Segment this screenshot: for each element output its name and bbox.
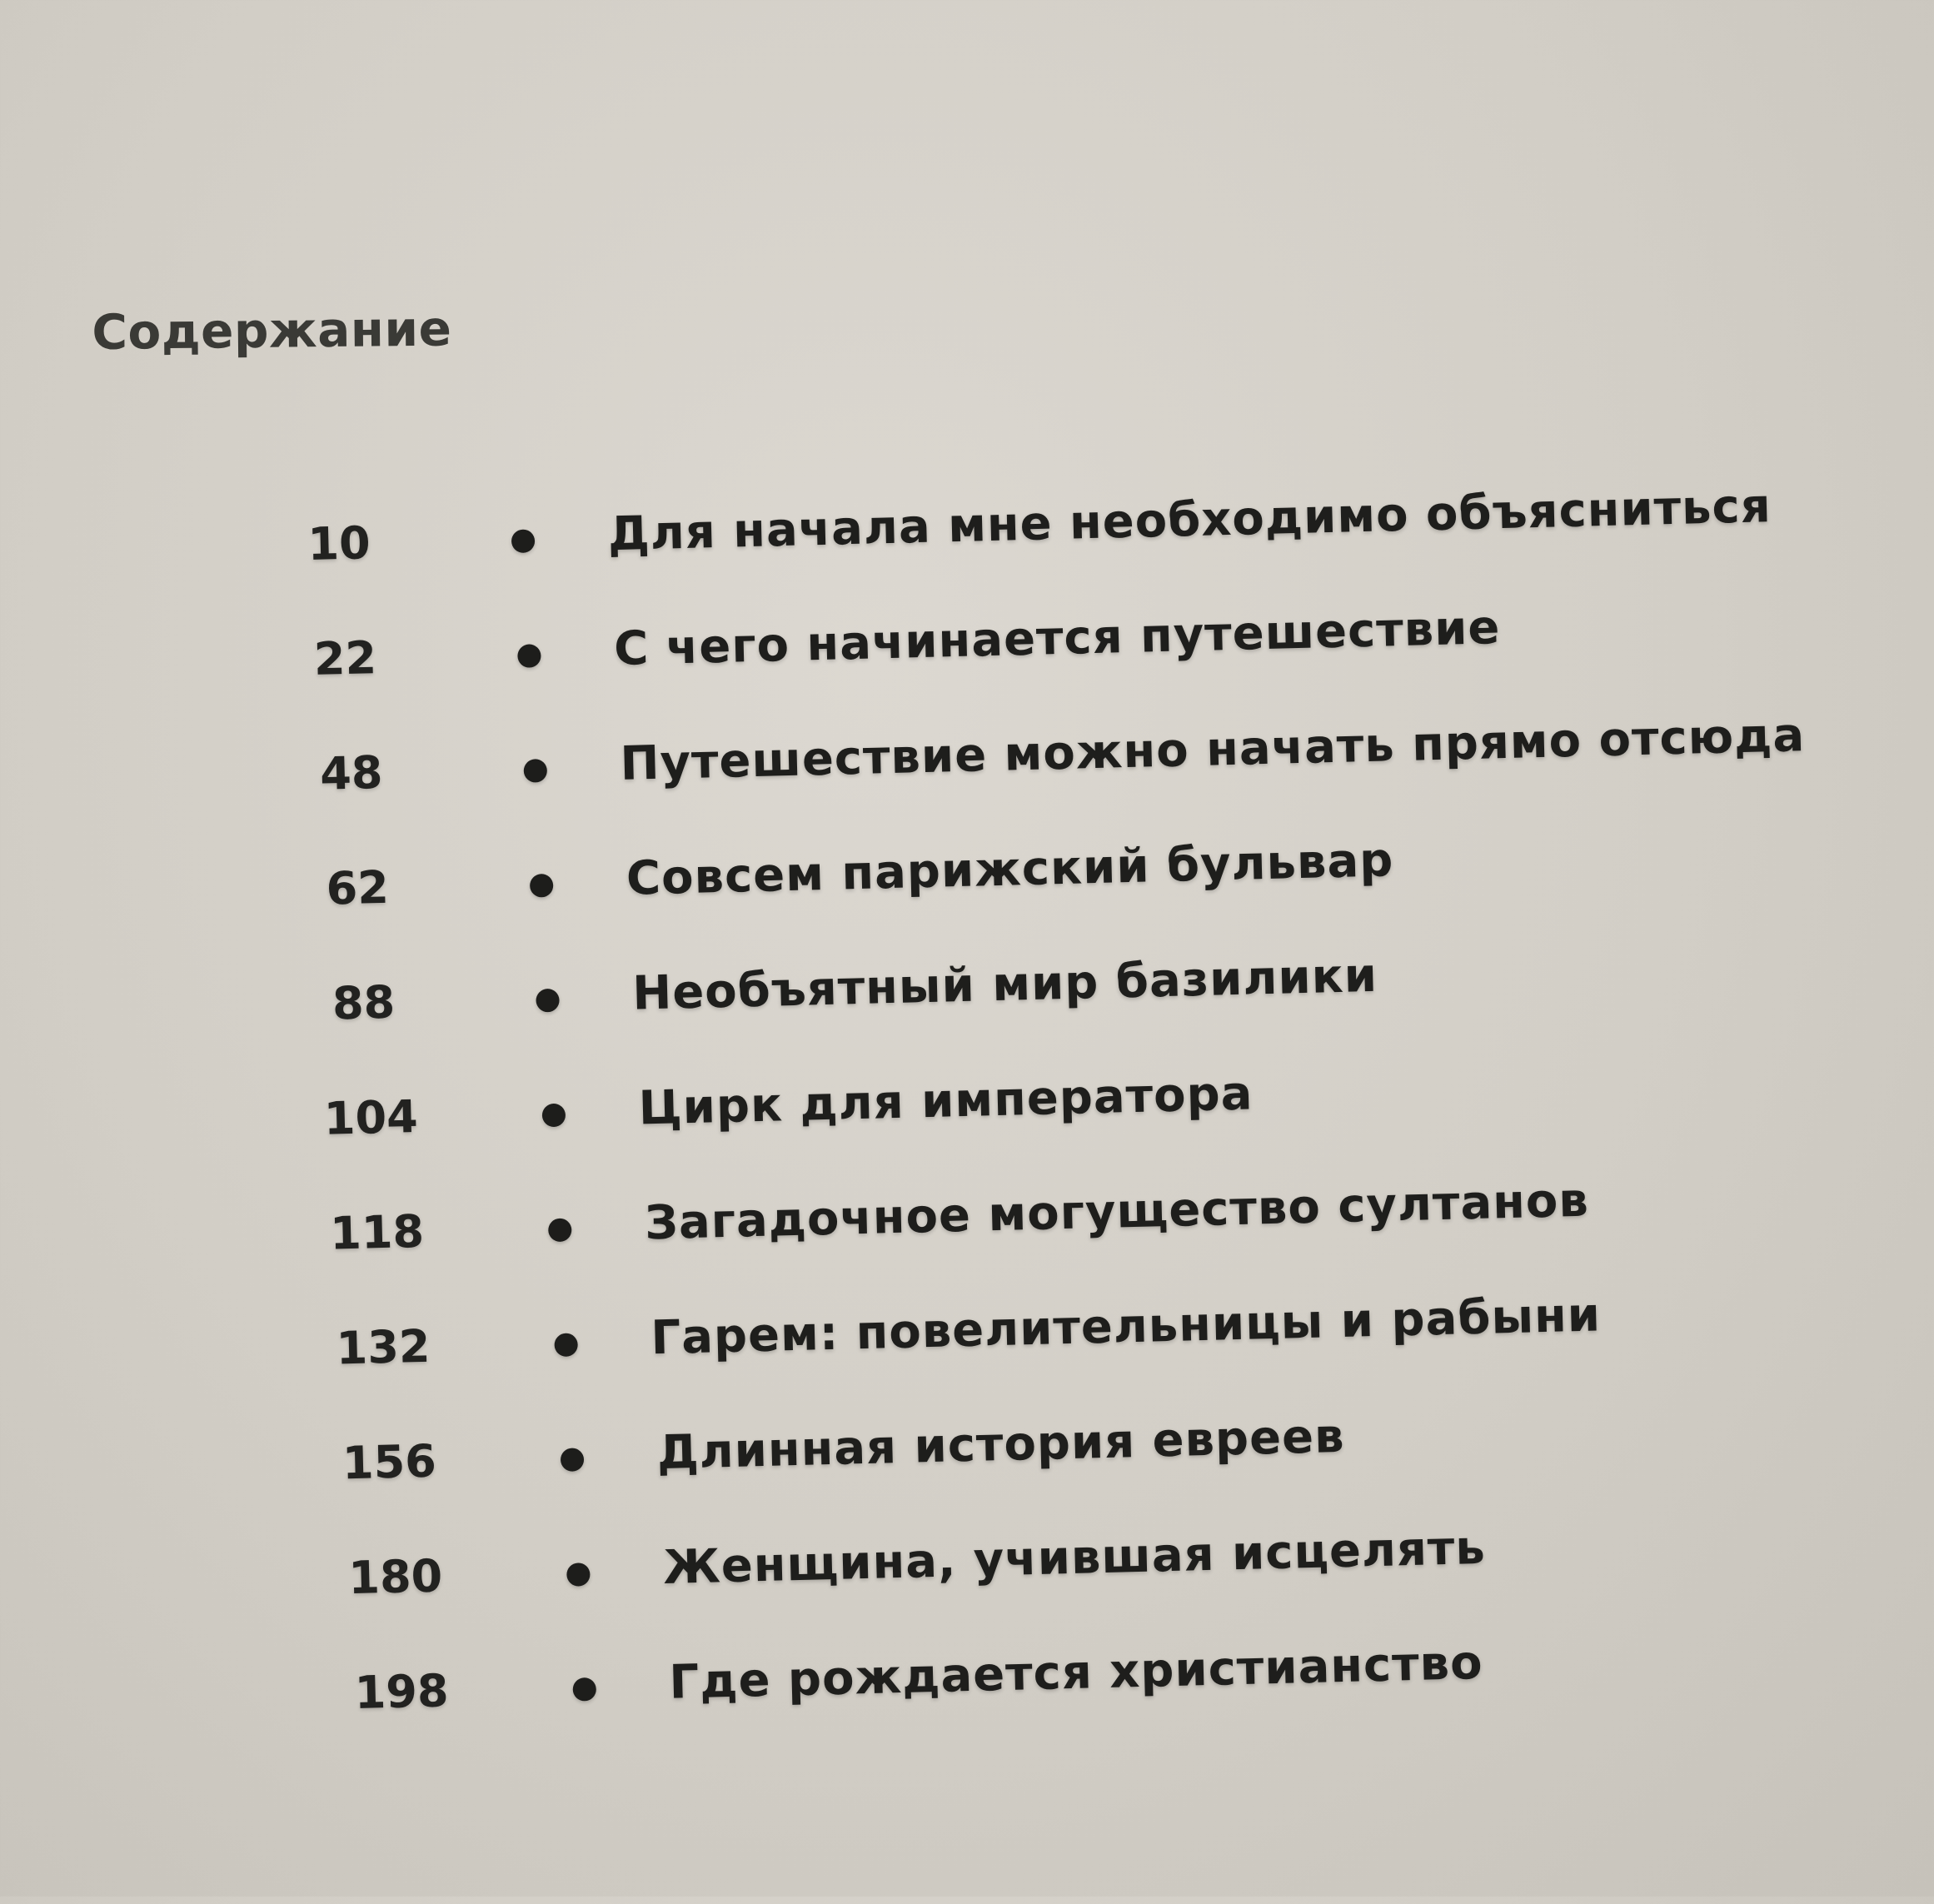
bullet-icon xyxy=(517,644,541,668)
toc-chapter-title: Гарем: повелительницы и рабыни xyxy=(650,1288,1602,1366)
toc-page-number: 180 xyxy=(347,1549,443,1605)
toc-chapter-title: Необъятный мир базилики xyxy=(631,948,1378,1021)
toc-entry xyxy=(335,1288,1602,1382)
toc-entry xyxy=(317,948,1378,1038)
toc-entry xyxy=(329,1173,1590,1268)
bullet-icon xyxy=(530,874,554,898)
bullet-icon xyxy=(536,989,560,1013)
toc-chapter-title: Женщина, учившая исцелять xyxy=(662,1520,1487,1595)
toc-chapter-title: Загадочное могущество султанов xyxy=(644,1173,1590,1251)
bullet-icon xyxy=(561,1448,585,1472)
toc-chapter-title: Для начала мне необходимо объясниться xyxy=(607,479,1772,562)
toc-chapter-title: Длинная история евреев xyxy=(656,1408,1346,1481)
bullet-icon xyxy=(566,1563,591,1587)
toc-page-number: 62 xyxy=(325,860,390,915)
bullet-icon xyxy=(548,1219,572,1243)
toc-page-number: 22 xyxy=(313,631,377,685)
toc-entry xyxy=(323,1066,1254,1153)
toc-entry xyxy=(347,1520,1487,1612)
toc-chapter-title: Где рождается христианство xyxy=(668,1635,1484,1710)
toc-chapter-title: Цирк для императора xyxy=(637,1066,1254,1136)
toc-page-number: 132 xyxy=(335,1319,431,1375)
toc-entry xyxy=(292,479,1772,578)
bullet-icon xyxy=(542,1104,566,1128)
toc-page-number: 10 xyxy=(307,516,371,571)
toc-chapter-title: С чего начинается путешествие xyxy=(613,601,1502,677)
bullet-icon xyxy=(572,1677,596,1702)
toc-page-number: 48 xyxy=(319,745,384,800)
toc-page-number: 88 xyxy=(331,975,396,1030)
toc-entry xyxy=(305,708,1806,808)
toc-chapter-title: Путешествие можно начать прямо отсюда xyxy=(619,708,1806,791)
bullet-icon xyxy=(523,759,547,783)
toc-page-number: 118 xyxy=(329,1204,425,1260)
toc-entry xyxy=(354,1635,1484,1727)
bullet-icon xyxy=(554,1333,578,1357)
toc-page-number: 198 xyxy=(354,1664,450,1720)
toc-page-number: 104 xyxy=(323,1089,419,1145)
bullet-icon xyxy=(511,529,536,553)
toc-entry xyxy=(341,1408,1346,1497)
toc-entry xyxy=(298,601,1502,693)
toc-heading: Содержание xyxy=(92,300,452,361)
toc-entry xyxy=(311,833,1395,923)
toc-page-number: 156 xyxy=(341,1434,437,1490)
toc-chapter-title: Совсем парижский бульвар xyxy=(626,833,1395,906)
